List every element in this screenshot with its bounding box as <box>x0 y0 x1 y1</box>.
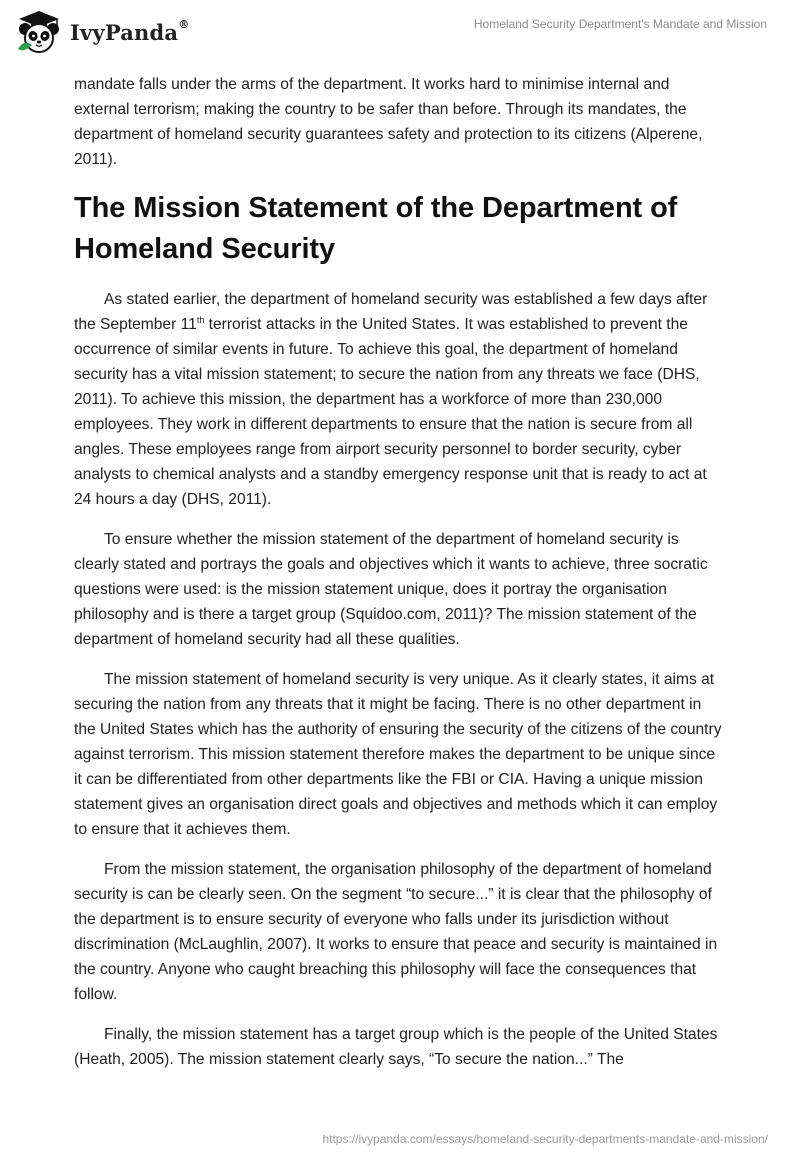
logo-text: IvyPanda® <box>70 17 190 45</box>
intro-paragraph: mandate falls under the arms of the department. It works hard to minimise internal and external terrorism; making the country to be safer than before. Through its mandates, the department of homeland security guarantees safety and protection to its citizens (Alperene, 2011). <box>74 76 703 168</box>
paragraph-4: From the mission statement, the organisation philosophy of the department of homeland security is can be clearly seen. On the segment “to secure...” it is clear that the philosophy of the department is to ensure security of everyone who falls under its jurisdiction without discrimination (McLaughlin, 2007). It works to ensure that peace and security is maintained in the country. Anyone who caught breaching this philosophy will face the consequences that follow. <box>74 861 718 1003</box>
panda-logo-icon <box>14 9 64 55</box>
ordinal-superscript: th <box>196 314 205 325</box>
document-title: Homeland Security Department's Mandate and Mission <box>473 17 767 31</box>
source-url[interactable]: https://ivypanda.com/essays/homeland-security-departments-mandate-and-mission/ <box>322 1132 768 1146</box>
paragraph-1 <box>74 287 726 512</box>
paragraph-2: To ensure whether the mission statement of the department of homeland security is clearly stated and portrays the goals and objectives which it wants to achieve, three socratic questions were used: is the mission statement unique, does it portray the organisation philosophy and is there a target group (Squidoo.com, 2011)? The mission statement of the department of homeland security had all these qualities. <box>74 531 708 648</box>
paragraph-1-text-b: terrorist attacks in the United States. It was established to prevent the occurrence of similar events in future. To achieve this goal, the department of homeland security has a vital mission statement; to secure the nation from any threats we face (DHS, 2011). To achieve this mission, the department has a workforce of more than 230,000 employees. They work in different departments to ensure that the nation is secure from all angles. These employees range from airport security personnel to border security, cyber analysts to chemical analysts and a standby emergency response unit that is ready to act at 24 hours a day (DHS, 2011). <box>74 316 707 508</box>
article-body <box>74 72 726 1087</box>
ivypanda-logo[interactable] <box>14 9 189 55</box>
paragraph-5: Finally, the mission statement has a target group which is the people of the United States (Heath, 2005). The mission statement clearly says, “To secure the nation...” The <box>74 1026 718 1068</box>
section-heading: The Mission Statement of the Department of Homeland Security <box>74 192 678 265</box>
paragraph-3: The mission statement of homeland security is very unique. As it clearly states, it aims at securing the nation from any threats that it might be facing. There is no other department in the United States which has the authority of ensuring the security of the citizens of the country against terrorism. This mission statement therefore makes the department to be unique since it can be differentiated from other departments like the FBI or CIA. Having a unique mission statement gives an organisation direct goals and objectives and methods which it can employ to ensure that it achieves them. <box>74 671 722 838</box>
paragraph-1-text-a: As stated earlier, the department of homeland security was established a few days after the September 11 <box>74 291 708 333</box>
registered-mark: ® <box>178 17 190 31</box>
page-header <box>0 0 800 70</box>
